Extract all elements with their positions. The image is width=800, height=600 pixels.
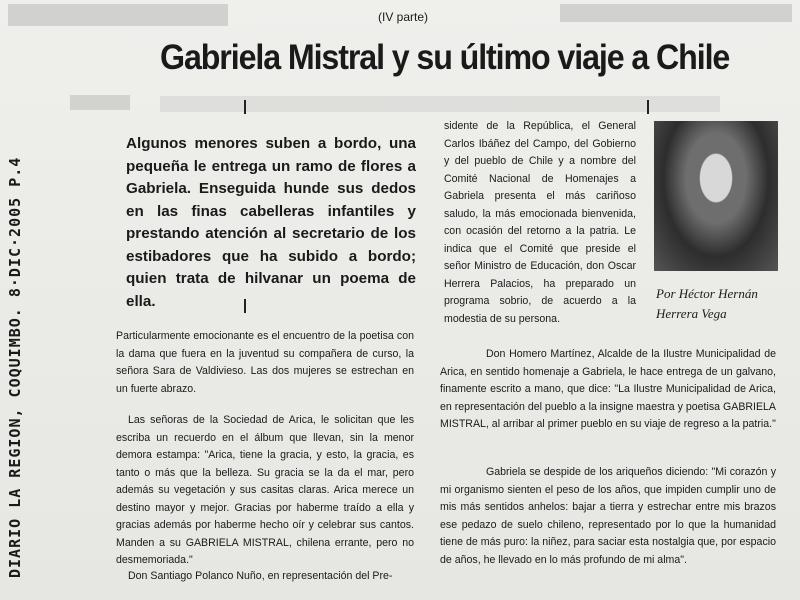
body-paragraph-left-3: Don Santiago Polanco Nuño, en representación del Pre-	[128, 570, 393, 582]
body-paragraph-left-2: Las señoras de la Sociedad de Arica, le solicitan que les escriba un recuerdo en el álbum que llevan, sin la menor demora estampa: "Arica, tiene la gracia, y esto, la gracia, es tanto o más que la belleza. Su gracia se la da el mar, pero además su vegetación y sus casitas claras. Arica merece un destino mayor y mejor. Gracias por haberme traído a ella y gracias además por haberme hecho oír y celebrar sus cantos. Manden a su GABRIELA MISTRAL, chilena errante, pero no desmemoriada."	[116, 414, 414, 566]
series-label: (IV parte)	[378, 10, 429, 24]
smudge-block	[70, 95, 130, 110]
body-paragraph-middle: sidente de la República, el General Carlos Ibáñez del Campo, del Gobierno y del pueblo de Chile y a nombre del Comité Nacional de Homenajes a Gabriela presenta el más cariñoso saludo, la más emocionada bienvenida, con ocasión del retorno a la patria. Le indica que el Comité que preside el señor Ministro de Educación, don Oscar Herrera Palacios, ha preparado un programa sobrio, de acuerdo a la modestia de su persona.	[444, 120, 636, 325]
body-paragraph-right-2: Gabriela se despide de los ariqueños diciendo: "Mi corazón y mi organismo sienten el peso de los años, que impiden cumplir uno de mis más sentidos anhelos: bajar a tierra y estrechar entre mis brazos ese pedazo de suelo chileno, representado por lo que la humanidad tiene de más puro: la niñez, para saciar esta nostalgia que, por espacio de años, he llevado en lo más profundo de mi alma".	[440, 466, 776, 566]
page-title: Gabriela Mistral y su último viaje a Chile	[160, 38, 730, 77]
handwritten-source-note: DIARIO LA REGION, COQUIMBO. 8·DIC·2005 P.4	[6, 156, 24, 578]
byline	[656, 284, 758, 324]
byline-line-1: Por Héctor Hernán	[656, 286, 758, 301]
bleed-through-top-right	[560, 4, 792, 22]
lead-paragraph: Algunos menores suben a bordo, una pequeña le entrega un ramo de flores a Gabriela. Enseguida hunde sus dedos en las finas cabelleras infantiles y prestando atención al secretario de los estibadores que ha subido a bordo; quien trata de hilvanar un poema de ella.	[126, 135, 416, 310]
column-rule-top-right	[647, 100, 649, 114]
byline-line-2: Herrera Vega	[656, 306, 727, 321]
bleed-through-top-left	[8, 4, 228, 26]
body-paragraph-left-1: Particularmente emocionante es el encuentro de la poetisa con la dama que fuera en la juventud su compañera de curso, la señora Sara de Valdivieso. Las dos mujeres se estrechan en un fuerte abrazo.	[116, 330, 414, 395]
body-paragraph-right-1: Don Homero Martínez, Alcalde de la Ilustre Municipalidad de Arica, en sentido homenaje a Gabriela, le hace entrega de un galvano, finamente escrito a mano, que dice: "La Ilustre Municipalidad de Arica, en representación del pueblo a la insigne maestra y poetisa GABRIELA MISTRAL, al arribar al primer pueblo en su viaje de regreso a la patria."	[440, 348, 776, 430]
author-photo	[654, 121, 778, 271]
column-rule-top-left	[244, 100, 246, 114]
